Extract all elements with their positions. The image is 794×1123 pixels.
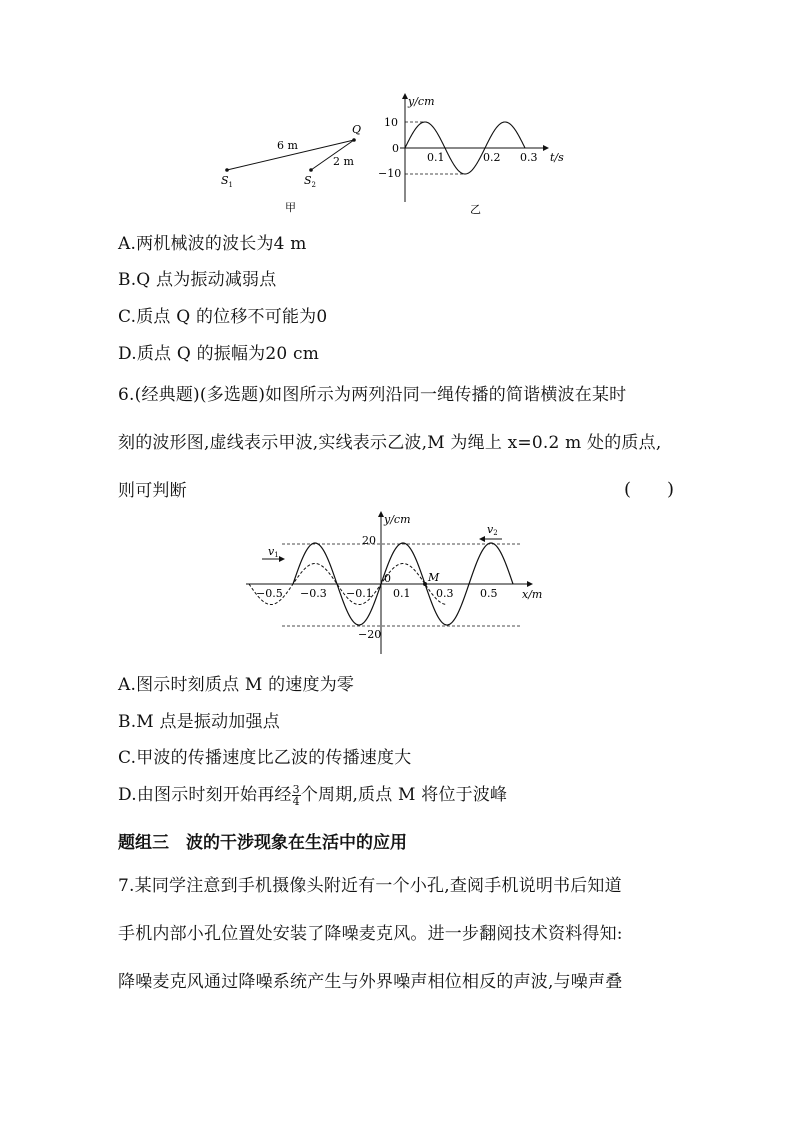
q6-point-m xyxy=(423,582,427,586)
y-axis-label: y/cm xyxy=(408,95,435,108)
q7-line-2: 手机内部小孔位置处安装了降噪麦克风。进一步翻阅技术资料得知: xyxy=(118,924,623,944)
q6-y-label: y/cm xyxy=(384,513,411,526)
q6-line-3: 则可判断 xyxy=(118,481,187,501)
q6-origin: 0 xyxy=(384,572,391,585)
q5-option-a: A.两机械波的波长为4 m xyxy=(118,234,307,254)
q6-option-c: C.甲波的传播速度比乙波的传播速度大 xyxy=(118,748,412,768)
tick-x-02: 0.2 xyxy=(483,151,501,164)
fraction-three-quarters: $\frac{3}{4}$ xyxy=(292,783,300,808)
label-2m: 2 m xyxy=(333,155,354,168)
tick-y-10: 10 xyxy=(384,116,398,129)
q6-tick-x-03: 0.3 xyxy=(436,587,454,600)
q6-option-a: A.图示时刻质点 M 的速度为零 xyxy=(118,675,355,695)
v2-label: v2 xyxy=(487,523,498,537)
figure-label-yi: 乙 xyxy=(470,203,481,216)
q6-tick-y-neg20: −20 xyxy=(358,628,382,641)
q5-option-b: B.Q 点为振动减弱点 xyxy=(118,270,277,290)
q6-answer-paren: ( ) xyxy=(624,479,675,500)
q6-tick-x-01: 0.1 xyxy=(393,587,411,600)
figure-yi xyxy=(370,90,580,220)
point-s2 xyxy=(309,168,313,172)
x-axis-label: t/s xyxy=(550,151,564,164)
q5-option-d: D.质点 Q 的振幅为20 cm xyxy=(118,344,320,364)
q6-label-m: M xyxy=(428,571,440,584)
q6-option-d xyxy=(118,780,507,807)
group3-title: 题组三 波的干涉现象在生活中的应用 xyxy=(118,833,407,853)
label-6m: 6 m xyxy=(277,139,298,152)
q6-option-b: B.M 点是振动加强点 xyxy=(118,712,280,732)
q5-option-c: C.质点 Q 的位移不可能为0 xyxy=(118,307,328,327)
label-s2: $S_2$ xyxy=(304,174,317,189)
q6-line-2: 刻的波形图,虚线表示甲波,实线表示乙波,M 为绳上 x=0.2 m 处的质点, xyxy=(118,433,662,453)
figure-q6 xyxy=(240,508,560,658)
q6-tick-x-05: 0.5 xyxy=(480,587,498,600)
v1-label: v1 xyxy=(268,545,279,559)
q6-tick-y-20: 20 xyxy=(362,534,376,547)
q7-line-1: 7.某同学注意到手机摄像头附近有一个小孔,查阅手机说明书后知道 xyxy=(118,876,622,896)
q6-x-label: x/m xyxy=(522,588,543,601)
tick-x-03: 0.3 xyxy=(520,151,538,164)
q6-line-1: 6.(经典题)(多选题)如图所示为两列沿同一绳传播的简谐横波在某时 xyxy=(118,385,627,405)
q6-option-d-pre: D.由图示时刻开始再经 xyxy=(118,785,292,805)
q6-option-d-post: 个周期,质点 M 将位于波峰 xyxy=(300,785,508,805)
point-s1 xyxy=(225,168,229,172)
tick-x-01: 0.1 xyxy=(427,151,445,164)
q6-tick-x-neg03: −0.3 xyxy=(300,587,327,600)
figure-jia xyxy=(215,118,365,218)
label-s1: $S_1$ xyxy=(221,174,234,189)
label-q: Q xyxy=(352,123,362,136)
point-q xyxy=(352,138,356,142)
q7-line-3: 降噪麦克风通过降噪系统产生与外界噪声相位相反的声波,与噪声叠 xyxy=(118,972,623,992)
q6-tick-x-neg05: −0.5 xyxy=(256,587,283,600)
q6-tick-x-neg01: −0.1 xyxy=(346,587,373,600)
origin-label: 0 xyxy=(392,142,399,155)
figure-label-jia: 甲 xyxy=(285,201,296,214)
tick-y-neg10: −10 xyxy=(378,167,402,180)
